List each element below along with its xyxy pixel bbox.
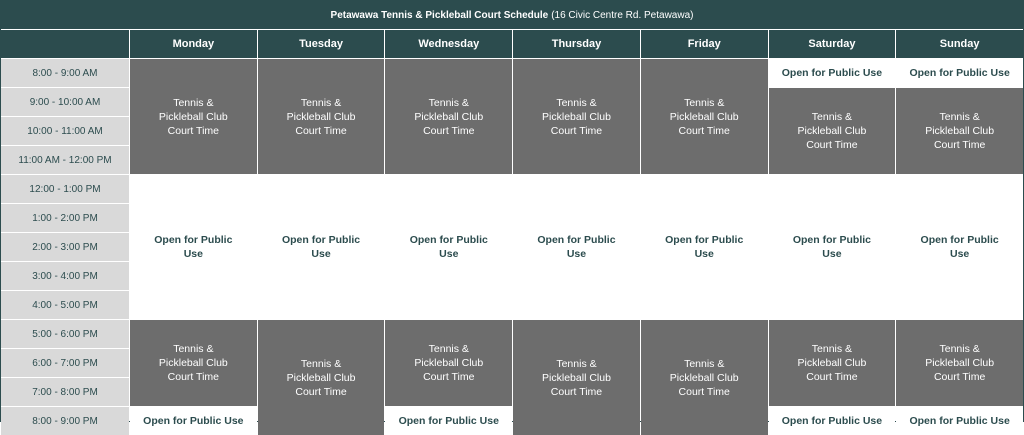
time-slot: 3:00 - 4:00 PM <box>1 262 129 290</box>
day-header-friday: Friday <box>641 30 768 58</box>
club-block-friday-morning: Tennis & Pickleball Club Court Time <box>641 59 768 174</box>
open-block-monday-late: Open for Public Use <box>130 407 257 435</box>
club-block-sunday-morning: Tennis & Pickleball Club Court Time <box>896 88 1023 174</box>
club-block-wednesday-morning: Tennis & Pickleball Club Court Time <box>385 59 512 174</box>
open-block-saturday-afternoon: Open for Public Use <box>769 175 896 319</box>
open-block-monday-afternoon: Open for Public Use <box>130 175 257 319</box>
open-block-wednesday-late: Open for Public Use <box>385 407 512 435</box>
open-block-thursday-afternoon: Open for Public Use <box>513 175 640 319</box>
time-slot: 10:00 - 11:00 AM <box>1 117 129 145</box>
time-slot: 4:00 - 5:00 PM <box>1 291 129 319</box>
club-block-saturday-morning: Tennis & Pickleball Club Court Time <box>769 88 896 174</box>
day-header-tuesday: Tuesday <box>258 30 385 58</box>
schedule-title-main: Petawawa Tennis & Pickleball Court Schedule <box>330 9 549 21</box>
time-column-header <box>1 30 129 58</box>
open-block-friday-afternoon: Open for Public Use <box>641 175 768 319</box>
club-block-saturday-evening: Tennis & Pickleball Club Court Time <box>769 320 896 406</box>
time-slot: 1:00 - 2:00 PM <box>1 204 129 232</box>
open-block-sunday-late: Open for Public Use <box>896 407 1023 435</box>
time-slot: 8:00 - 9:00 PM <box>1 407 129 435</box>
open-block-tuesday-afternoon: Open for Public Use <box>258 175 385 319</box>
club-block-monday-evening: Tennis & Pickleball Club Court Time <box>130 320 257 406</box>
time-slot: 12:00 - 1:00 PM <box>1 175 129 203</box>
day-header-wednesday: Wednesday <box>385 30 512 58</box>
time-slot: 11:00 AM - 12:00 PM <box>1 146 129 174</box>
open-block-sunday-afternoon: Open for Public Use <box>896 175 1023 319</box>
club-block-thursday-morning: Tennis & Pickleball Club Court Time <box>513 59 640 174</box>
club-block-tuesday-evening: Tennis & Pickleball Club Court Time <box>258 320 385 435</box>
open-block-sunday-early: Open for Public Use <box>896 59 1023 87</box>
time-slot: 8:00 - 9:00 AM <box>1 59 129 87</box>
club-block-thursday-evening: Tennis & Pickleball Club Court Time <box>513 320 640 435</box>
time-slot: 7:00 - 8:00 PM <box>1 378 129 406</box>
day-header-monday: Monday <box>130 30 257 58</box>
time-slot: 5:00 - 6:00 PM <box>1 320 129 348</box>
day-header-sunday: Sunday <box>896 30 1023 58</box>
club-block-sunday-evening: Tennis & Pickleball Club Court Time <box>896 320 1023 406</box>
time-slot: 6:00 - 7:00 PM <box>1 349 129 377</box>
time-slot: 2:00 - 3:00 PM <box>1 233 129 261</box>
day-header-thursday: Thursday <box>513 30 640 58</box>
day-header-saturday: Saturday <box>769 30 896 58</box>
open-block-saturday-late: Open for Public Use <box>769 407 896 435</box>
club-block-friday-evening: Tennis & Pickleball Club Court Time <box>641 320 768 435</box>
club-block-tuesday-morning: Tennis & Pickleball Club Court Time <box>258 59 385 174</box>
club-block-monday-morning: Tennis & Pickleball Club Court Time <box>130 59 257 174</box>
schedule-title <box>1 1 1023 29</box>
schedule-title-address: (16 Civic Centre Rd. Petawawa) <box>551 9 694 21</box>
open-block-wednesday-afternoon: Open for Public Use <box>385 175 512 319</box>
club-block-wednesday-evening: Tennis & Pickleball Club Court Time <box>385 320 512 406</box>
time-slot: 9:00 - 10:00 AM <box>1 88 129 116</box>
open-block-saturday-early: Open for Public Use <box>769 59 896 87</box>
